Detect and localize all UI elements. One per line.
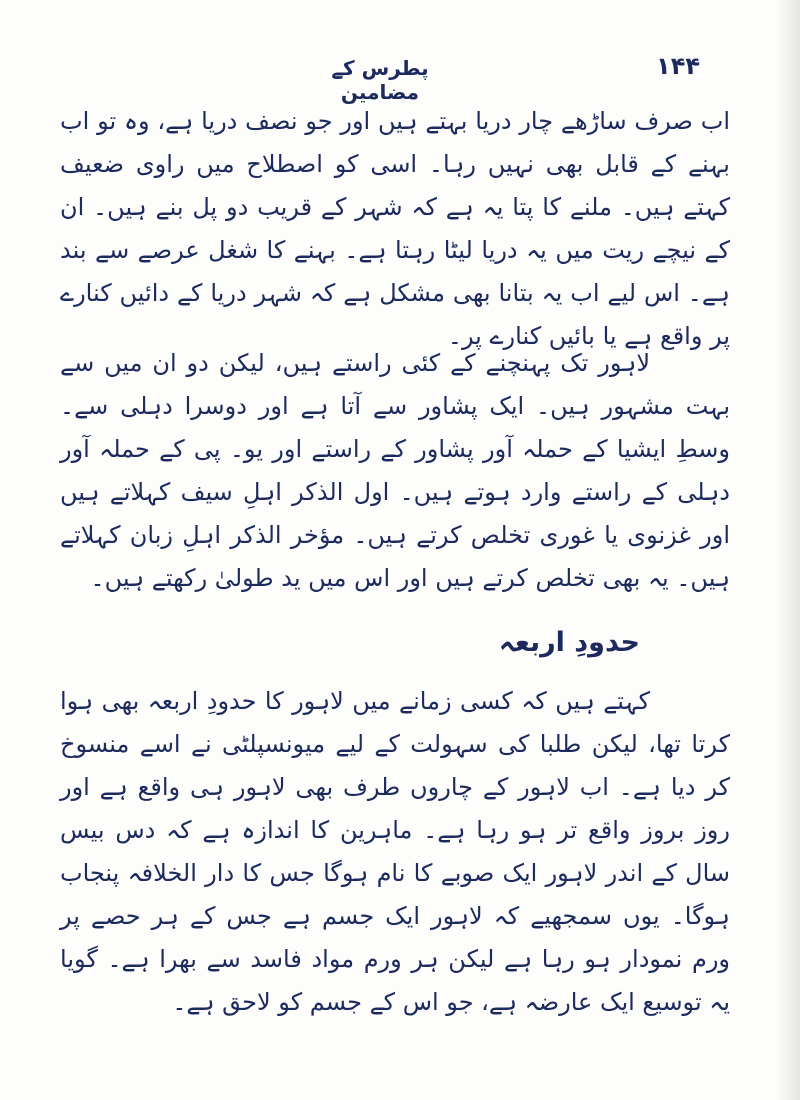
paragraph-1 [60,100,730,358]
section-heading: حدودِ اربعہ [498,627,640,658]
paragraph-2 [60,342,730,600]
paragraph-3 [60,680,730,1024]
page-edge-shadow [776,0,800,1100]
paragraph-text: لاہور تک پہنچنے کے کئی راستے ہیں، لیکن دو ان میں سے بہت مشہور ہیں۔ ایک پشاور سے آتا ہے اور دوسرا دہلی سے۔ وسطِ ایشیا کے حملہ آور پشاور کے راستے اور یو۔ پی کے حملہ آور دہلی کے راستے وارد ہوتے ہیں۔ اول الذکر اہلِ سیف کہلاتے ہیں اور غزنوی یا غوری تخلص کرتے ہیں۔ مؤخر الذکر اہلِ زبان کہلاتے ہیں۔ یہ بھی تخلص کرتے ہیں اور اس میں ید طولیٰ رکھتے ہیں۔ [60,349,730,592]
page-header [60,52,700,104]
running-title: پطرس کے مضامین [331,56,429,104]
paragraph-text: اب صرف ساڑھے چار دریا بہتے ہیں اور جو نصف دریا ہے، وہ تو اب بہنے کے قابل بھی نہیں رہا۔ اسی کو اصطلاح میں راوی ضعیف کہتے ہیں۔ ملنے کا پتا یہ ہے کہ شہر کے قریب دو پل بنے ہیں۔ ان کے نیچے ریت میں یہ دریا لیٹا رہتا ہے۔ بہنے کا شغل عرصے سے بند ہے۔ اس لیے اب یہ بتانا بھی مشکل ہے کہ شہر دریا کے دائیں کنارے پر واقع ہے یا بائیں کنارے پر۔ [60,107,730,350]
page-number: ۱۴۴ [656,52,700,80]
paragraph-text: کہتے ہیں کہ کسی زمانے میں لاہور کا حدودِ اربعہ بھی ہوا کرتا تھا، لیکن طلبا کی سہولت کے لیے میونسپلٹی نے اسے منسوخ کر دیا ہے۔ اب لاہور کے چاروں طرف بھی لاہور ہی واقع ہے اور روز بروز واقع تر ہو رہا ہے۔ ماہرین کا اندازہ ہے کہ دس بیس سال کے اندر لاہور ایک صوبے کا نام ہوگا جس کا دار الخلافہ پنجاب ہوگا۔ یوں سمجھیے کہ لاہور ایک جسم ہے جس کے ہر حصے پر ورم نمودار ہو رہا ہے لیکن ہر ورم مواد فاسد سے بھرا ہے۔ گویا یہ توسیع ایک عارضہ ہے، جو اس کے جسم کو لاحق ہے۔ [60,687,730,1016]
